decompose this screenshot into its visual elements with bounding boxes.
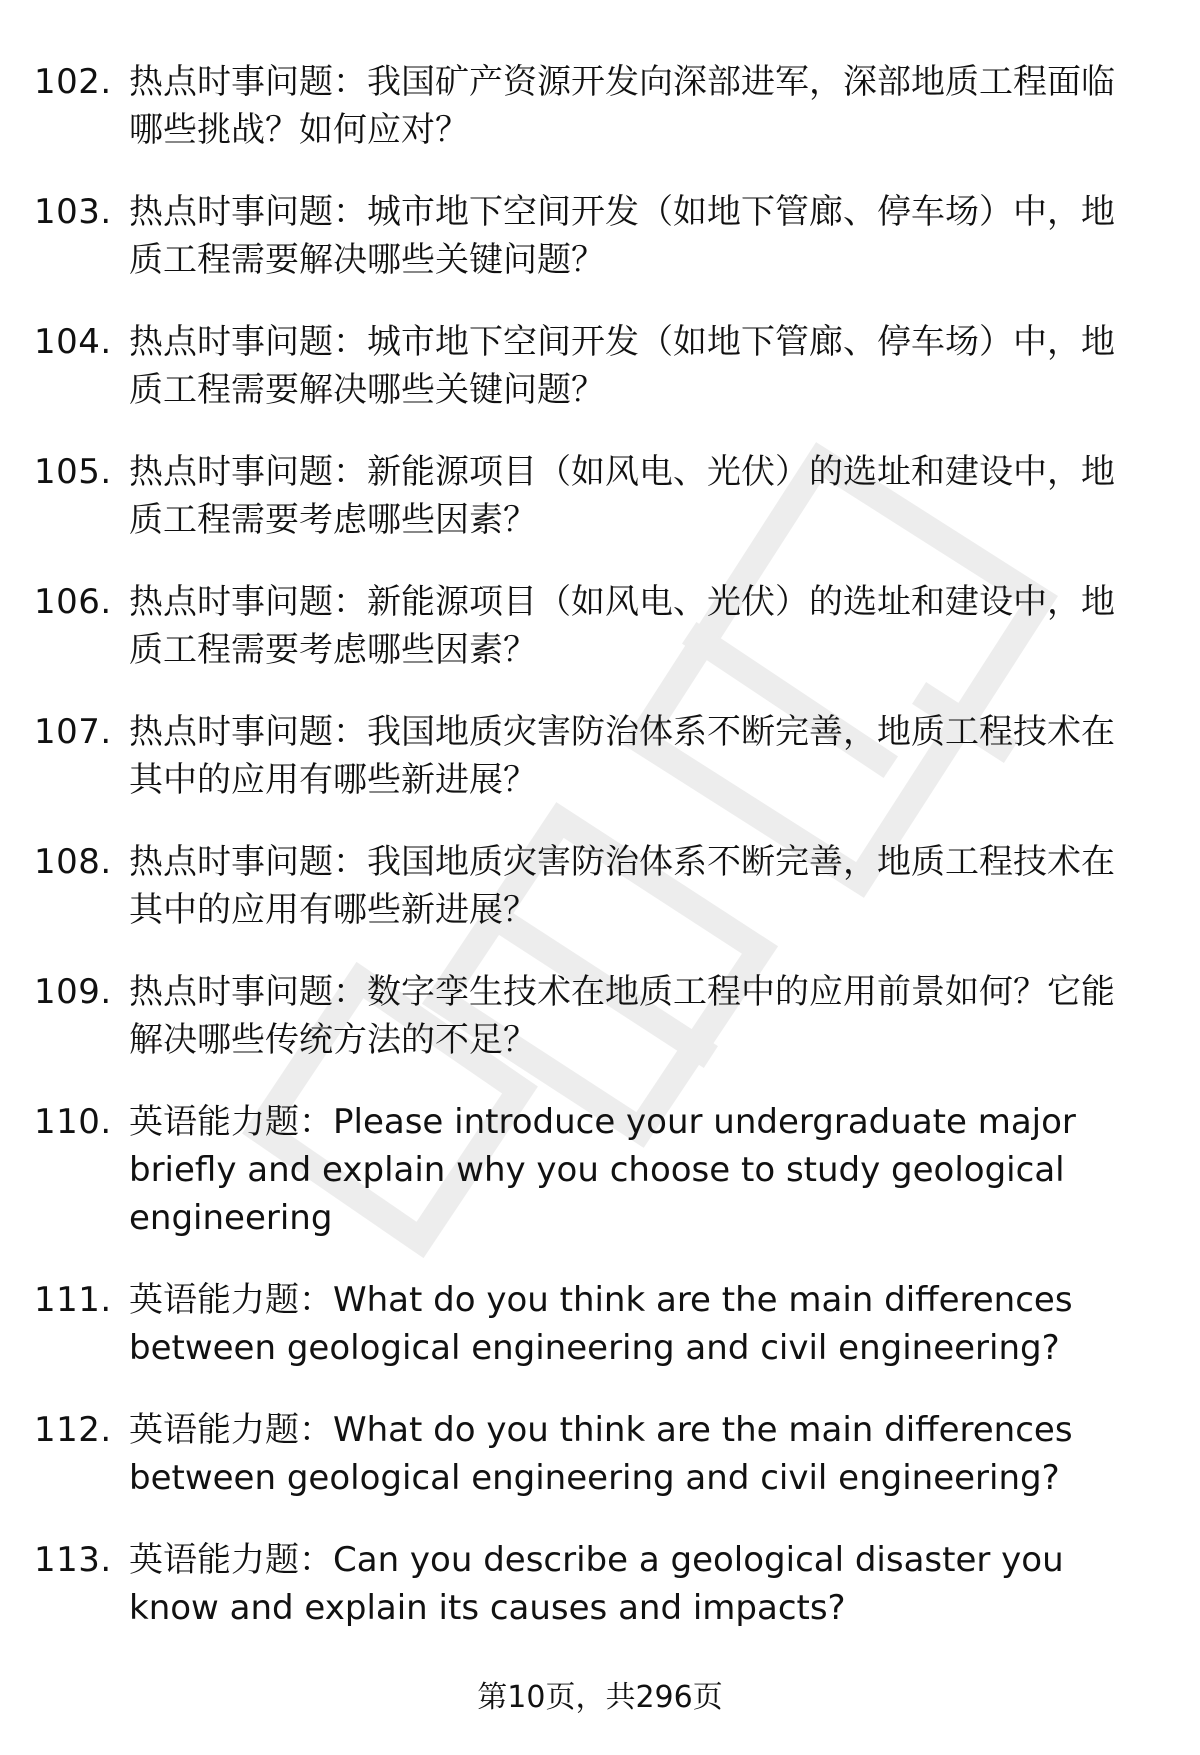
question-item: [34, 1536, 1154, 1632]
question-text: 英语能力题：What do you think are the main differences between geological engineering and civil engineering?: [129, 1280, 1073, 1368]
question-item: [34, 578, 1154, 674]
question-number: 107.: [34, 712, 112, 752]
question-number: 106.: [34, 582, 112, 622]
question-text: 热点时事问题：我国矿产资源开发向深部进军，深部地质工程面临哪些挑战？如何应对？: [129, 62, 1115, 150]
question-item: [34, 448, 1154, 544]
question-item: [34, 188, 1154, 284]
question-item: [34, 838, 1154, 934]
question-item: [34, 318, 1154, 414]
question-text: 热点时事问题：城市地下空间开发（如地下管廊、停车场）中，地质工程需要解决哪些关键问题？: [129, 322, 1115, 410]
question-list: [34, 58, 1154, 1632]
question-text: 热点时事问题：我国地质灾害防治体系不断完善，地质工程技术在其中的应用有哪些新进展？: [129, 712, 1115, 800]
question-number: 113.: [34, 1540, 112, 1580]
page-footer: 第10页，共296页: [477, 1680, 723, 1715]
question-number: 112.: [34, 1410, 112, 1450]
question-item: [34, 58, 1154, 154]
question-number: 109.: [34, 972, 112, 1012]
question-item: [34, 1276, 1154, 1372]
question-text: 热点时事问题：数字孪生技术在地质工程中的应用前景如何？它能解决哪些传统方法的不足？: [129, 972, 1115, 1060]
question-item: [34, 968, 1154, 1064]
question-text: 英语能力题：Can you describe a geological disaster you know and explain its causes and impacts?: [129, 1540, 1064, 1628]
question-number: 110.: [34, 1102, 112, 1142]
question-number: 104.: [34, 322, 112, 362]
question-item: [34, 1098, 1154, 1242]
question-text: 热点时事问题：城市地下空间开发（如地下管廊、停车场）中，地质工程需要解决哪些关键问题？: [129, 192, 1115, 280]
question-text: 热点时事问题：我国地质灾害防治体系不断完善，地质工程技术在其中的应用有哪些新进展？: [129, 842, 1115, 930]
question-number: 105.: [34, 452, 112, 492]
question-text: 热点时事问题：新能源项目（如风电、光伏）的选址和建设中，地质工程需要考虑哪些因素？: [129, 582, 1115, 670]
question-text: 英语能力题：Please introduce your undergraduate major briefly and explain why you choose to study geological engineering: [129, 1102, 1076, 1238]
question-item: [34, 1406, 1154, 1502]
question-number: 103.: [34, 192, 112, 232]
question-item: [34, 708, 1154, 804]
question-text: 热点时事问题：新能源项目（如风电、光伏）的选址和建设中，地质工程需要考虑哪些因素？: [129, 452, 1115, 540]
question-number: 102.: [34, 62, 112, 102]
question-number: 108.: [34, 842, 112, 882]
question-text: 英语能力题：What do you think are the main differences between geological engineering and civil engineering?: [129, 1410, 1073, 1498]
question-number: 111.: [34, 1280, 112, 1320]
